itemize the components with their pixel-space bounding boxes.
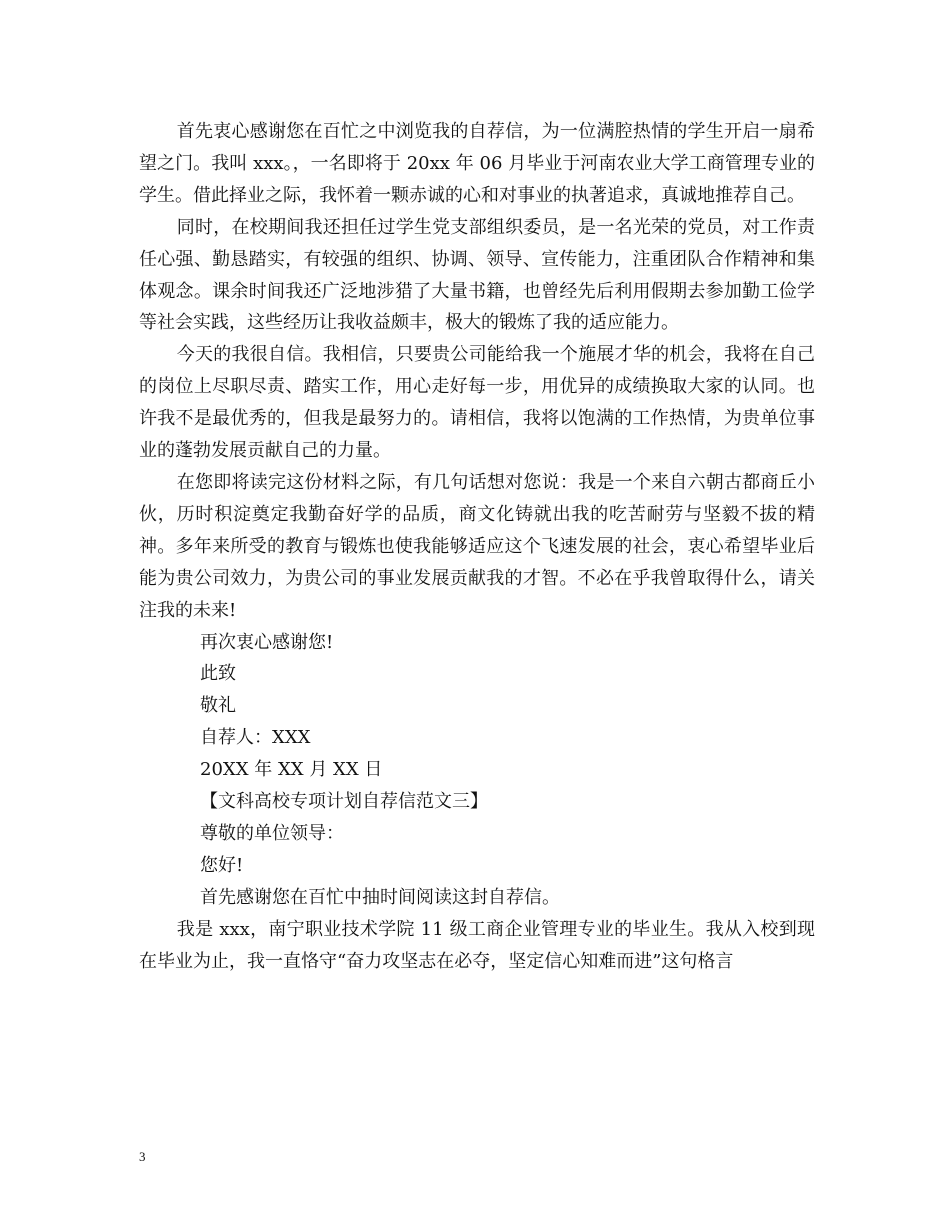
greeting: 您好!: [200, 854, 244, 876]
date-line: 20XX 年 XX 月 XX 日: [200, 759, 383, 781]
closing-cizhi: 此致: [200, 663, 236, 685]
salutation: 尊敬的单位领导：: [200, 822, 344, 844]
thanks-line: 首先感谢您在百忙中抽时间阅读这封自荐信。: [200, 886, 560, 908]
paragraph-opening: 首先衷心感谢您在百忙之中浏览我的自荐信，为一位满腔热情的学生开启一扇希望之门。我叫 xxx。，一名即将于 20xx 年 06 月毕业于河南农业大学工商管理专业的学生。借此择业之际，我怀着一颗赤诚的心和对事业的执著追求，真诚地推荐自己。: [139, 121, 815, 206]
section-title: 【文科高校专项计划自荐信范文三】: [200, 791, 488, 813]
page-number: 3: [139, 1149, 146, 1164]
signature: 自荐人：XXX: [200, 727, 311, 749]
letter-body: [139, 116, 815, 977]
paragraph-school-activities: 同时，在校期间我还担任过学生党支部组织委员，是一名光荣的党员，对工作责任心强、勤恳踏实，有较强的组织、协调、领导、宣传能力，注重团队合作精神和集体观念。课余时间我还广泛地涉猎了大量书籍，也曾经先后利用假期去参加勤工俭学等社会实践，这些经历让我收益颇丰，极大的锻炼了我的适应能力。: [139, 216, 815, 334]
closing-thanks: 再次衷心感谢您!: [200, 631, 334, 653]
closing-jingli: 敬礼: [200, 695, 236, 717]
paragraph-confidence: 今天的我很自信。我相信，只要贵公司能给我一个施展才华的机会，我将在自己的岗位上尽职尽责、踏实工作，用心走好每一步，用优异的成绩换取大家的认同。也许我不是最优秀的，但我是最努力的。请相信，我将以饱满的工作热情，为贵单位事业的蓬勃发展贡献自己的力量。: [139, 344, 815, 462]
paragraph-hometown: 在您即将读完这份材料之际，有几句话想对您说：我是一个来自六朝古都商丘小伙，历时积淀奠定我勤奋好学的品质，商文化铸就出我的吃苦耐劳与坚毅不拔的精神。多年来所受的教育与锻炼也使我能够适应这个飞速发展的社会，衷心希望毕业后能为贵公司效力，为贵公司的事业发展贡献我的才智。不必在乎我曾取得什么，请关注我的未来!: [139, 471, 815, 621]
paragraph-intro: 我是 xxx，南宁职业技术学院 11 级工商企业管理专业的毕业生。我从入校到现在毕业为止，我一直恪守“奋力攻坚志在必夺，坚定信心知难而进”这句格言: [139, 918, 815, 972]
